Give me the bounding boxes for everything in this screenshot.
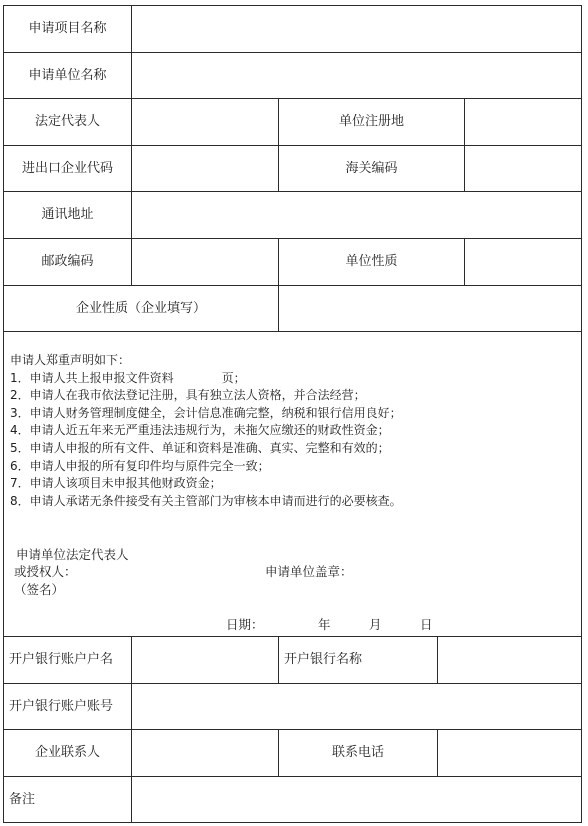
date-day: 日 [420,617,433,632]
contact-address-label: 通讯地址 [41,207,94,222]
declaration-item-8: 8．申请人承诺无条件接受有关主管部门为审核本申请而进行的必要核查。 [10,493,402,508]
sign-note: （签名） [14,582,65,597]
remarks-field[interactable] [131,776,582,823]
project-name-field[interactable] [131,5,582,53]
postal-code-label: 邮政编码 [41,254,94,269]
declaration-item-2: 2．申请人在我市依法登记注册，具有独立法人资格，并合法经营； [10,388,366,403]
phone-field[interactable] [437,729,582,777]
bank-name-field[interactable] [437,636,582,684]
date-label: 日期： [226,617,264,632]
declaration-item-1: 1．申请人共上报申报文件资料 页； [10,370,246,385]
seal-label: 申请单位盖章： [265,564,353,579]
legal-rep-sign-line1: 申请单位法定代表人 [16,547,129,562]
date-year: 年 [318,617,331,632]
declaration-item-7: 7．申请人该项目未申报其他财政资金； [10,476,222,491]
account-number-label: 开户银行账户账号 [9,698,114,714]
declaration-heading: 申请人郑重声明如下： [10,353,131,367]
unit-nature-field[interactable] [464,238,582,286]
postal-code-field[interactable] [131,238,279,286]
customs-code-label: 海关编码 [345,160,398,176]
date-month: 月 [369,617,382,632]
legal-rep-sign-line2: 或授权人： [14,564,77,579]
enterprise-nature-label: 企业性质（企业填写） [75,300,206,316]
account-number-field[interactable] [131,683,582,730]
applicant-unit-label: 申请单位名称 [28,67,107,83]
declaration-item-5: 5．申请人申报的所有文件、单证和资料是准确、真实、完整和有效的； [10,440,390,455]
legal-rep-label: 法定代表人 [34,114,100,129]
contact-person-label: 企业联系人 [34,745,100,760]
enterprise-nature-field[interactable] [278,285,582,332]
account-name-label: 开户银行账户户名 [9,652,114,667]
account-name-field[interactable] [131,636,279,684]
unit-nature-label: 单位性质 [345,254,398,269]
declaration-item-3: 3．申请人财务管理制度健全，会计信息准确完整，纳税和银行信用良好； [10,405,402,420]
legal-rep-field[interactable] [131,98,279,146]
reg-address-label: 单位注册地 [338,114,404,129]
remarks-label: 备注 [9,791,36,807]
contact-address-field[interactable] [131,191,582,239]
import-export-code-field[interactable] [131,145,279,192]
phone-label: 联系电话 [331,745,384,760]
reg-address-field[interactable] [464,98,582,146]
contact-person-field[interactable] [131,729,279,777]
project-name-label: 申请项目名称 [28,21,107,36]
applicant-unit-field[interactable] [131,52,582,99]
customs-code-field[interactable] [464,145,582,192]
declaration-item-4: 4．申请人近五年来无严重违法违规行为，未拖欠应缴还的财政性资金； [10,423,390,438]
import-export-code-label: 进出口企业代码 [21,160,113,176]
bank-name-label: 开户银行名称 [284,652,363,667]
declaration-text [10,352,402,510]
declaration-item-6: 6．申请人申报的所有复印件均与原件完全一致； [10,458,270,473]
